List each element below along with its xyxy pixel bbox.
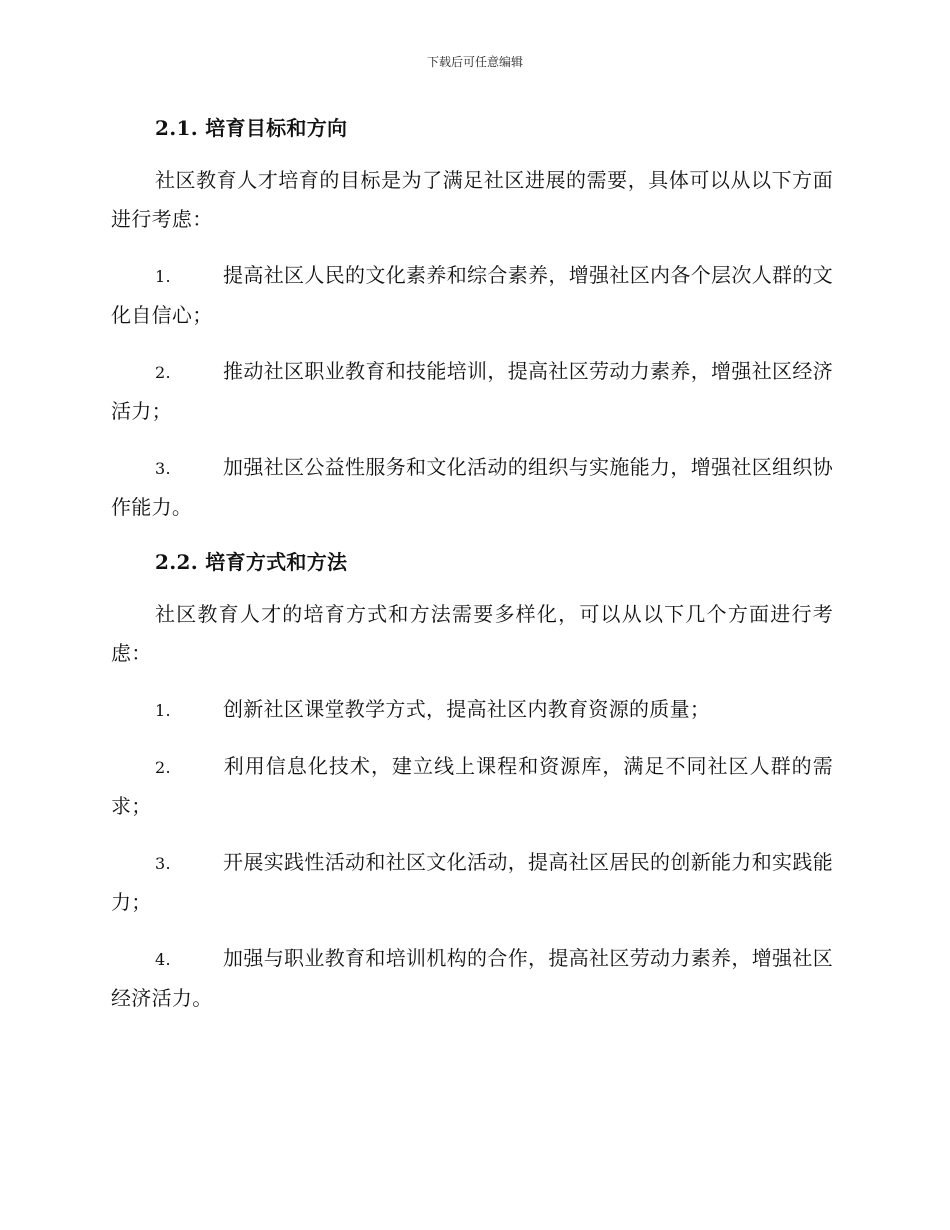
section-heading-2-1: 2.1. 培育目标和方向 (155, 116, 348, 140)
document-body (111, 110, 833, 1035)
list-item-text: 加强社区公益性服务和文化活动的组织与实施能力，增强社区组织协作能力。 (111, 455, 833, 519)
list-item-number: 3. (155, 854, 171, 873)
section-2-2-intro: 社区教育人才的培育方式和方法需要多样化，可以从以下几个方面进行考虑： (111, 602, 833, 665)
list-item-text: 创新社区课堂教学方式，提高社区内教育资源的质量； (223, 697, 711, 721)
list-item (111, 843, 833, 922)
section-2-1-intro: 社区教育人才培育的目标是为了满足社区进展的需要，具体可以从以下方面进行考虑： (111, 168, 833, 231)
list-item-number: 4. (155, 950, 171, 969)
list-item-number: 1. (155, 267, 171, 286)
list-item-number: 2. (155, 758, 171, 777)
list-item (111, 256, 833, 335)
list-item (111, 747, 833, 826)
section-heading-2-2: 2.2. 培育方式和方法 (155, 550, 348, 574)
list-item-number: 3. (155, 459, 171, 478)
list-item-text: 开展实践性活动和社区文化活动，提高社区居民的创新能力和实践能力； (111, 850, 833, 914)
list-item (111, 352, 833, 431)
list-item-text: 加强与职业教育和培训机构的合作，提高社区劳动力素养，增强社区经济活力。 (111, 946, 833, 1010)
list-item-number: 2. (155, 363, 171, 382)
list-item-text: 推动社区职业教育和技能培训，提高社区劳动力素养，增强社区经济活力； (111, 359, 833, 423)
list-item-text: 利用信息化技术，建立线上课程和资源库，满足不同社区人群的需求； (111, 754, 833, 818)
page-header-note: 下载后可任意编辑 (426, 55, 523, 69)
list-item-number: 1. (155, 701, 171, 720)
list-item (111, 690, 833, 730)
list-item-text: 提高社区人民的文化素养和综合素养，增强社区内各个层次人群的文化自信心； (111, 263, 833, 327)
list-item (111, 939, 833, 1018)
list-item (111, 448, 833, 527)
